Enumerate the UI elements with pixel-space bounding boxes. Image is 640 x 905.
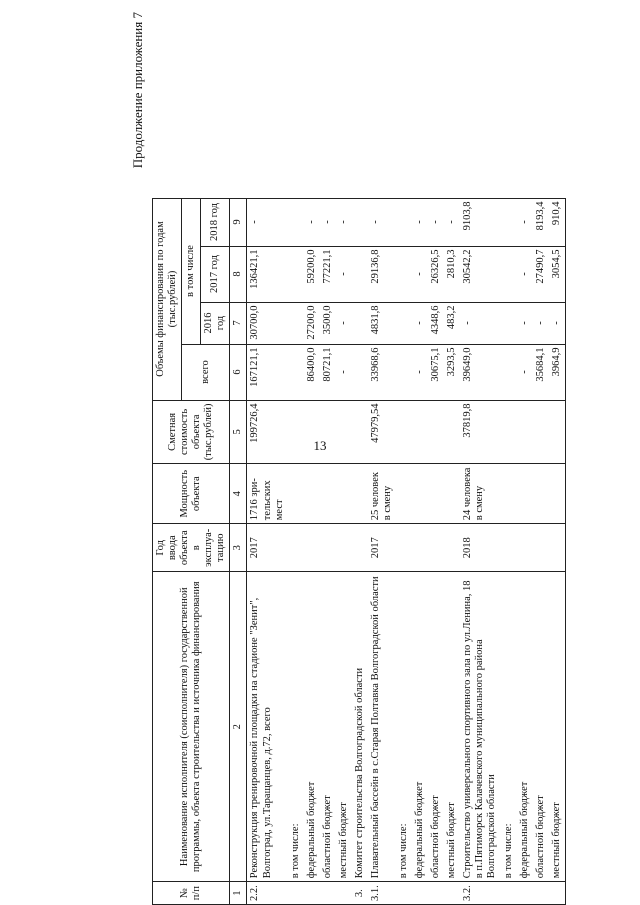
row-2016 bbox=[501, 302, 517, 344]
row-total: 3964,9 bbox=[549, 344, 566, 400]
continuation-caption: Продолжение приложения 7 bbox=[130, 12, 145, 169]
table-row bbox=[304, 198, 320, 904]
row-total bbox=[396, 344, 412, 400]
row-2018: - bbox=[444, 198, 460, 246]
row-number bbox=[320, 882, 336, 905]
page-number: 13 bbox=[313, 438, 327, 453]
column-number: 1 bbox=[230, 882, 247, 905]
row-2016: - bbox=[517, 302, 533, 344]
table-row bbox=[549, 198, 566, 904]
table-row bbox=[412, 198, 428, 904]
row-cost bbox=[517, 400, 533, 464]
row-capacity bbox=[336, 464, 352, 524]
row-2017: 77221,1 bbox=[320, 246, 336, 302]
row-name: федеральный бюджет bbox=[412, 572, 428, 882]
row-cost bbox=[412, 400, 428, 464]
row-name: местный бюджет bbox=[336, 572, 352, 882]
row-2018: - bbox=[412, 198, 428, 246]
row-2017: - bbox=[336, 246, 352, 302]
header-2017: 2017 год bbox=[201, 246, 230, 302]
row-2016 bbox=[396, 302, 412, 344]
row-cost bbox=[533, 400, 549, 464]
row-total: 35684,1 bbox=[533, 344, 549, 400]
row-2018 bbox=[288, 198, 304, 246]
row-total: 33968,6 bbox=[368, 344, 396, 400]
row-2016 bbox=[288, 302, 304, 344]
row-capacity: 24 человека в смену bbox=[460, 464, 500, 524]
row-name: в том числе: bbox=[396, 572, 412, 882]
header-including: в том числе bbox=[182, 198, 201, 344]
row-2017: 29136,8 bbox=[368, 246, 396, 302]
row-2018 bbox=[352, 198, 368, 246]
row-2017: 3054,5 bbox=[549, 246, 566, 302]
row-2016: - bbox=[336, 302, 352, 344]
row-name: Реконструкция тренировочной площадки на стадионе "Зенит", Волгоград, ул.Таращанцев, д.72, всего bbox=[247, 572, 288, 882]
row-capacity bbox=[412, 464, 428, 524]
row-2018: - bbox=[428, 198, 444, 246]
row-year: 2017 bbox=[368, 524, 396, 572]
table-row bbox=[460, 198, 500, 904]
header-year: Год ввода объекта в эксплуа-тацию bbox=[153, 524, 230, 572]
row-number bbox=[533, 882, 549, 905]
row-name: в том числе: bbox=[288, 572, 304, 882]
row-cost bbox=[352, 400, 368, 464]
row-2017: - bbox=[517, 246, 533, 302]
row-year bbox=[533, 524, 549, 572]
row-total: 80721,1 bbox=[320, 344, 336, 400]
row-total bbox=[288, 344, 304, 400]
row-capacity: 1716 зри-тельских мест bbox=[247, 464, 288, 524]
row-number bbox=[501, 882, 517, 905]
header-2018: 2018 год bbox=[201, 198, 230, 246]
table-row bbox=[533, 198, 549, 904]
row-year bbox=[444, 524, 460, 572]
row-2018: - bbox=[304, 198, 320, 246]
row-year bbox=[549, 524, 566, 572]
row-cost bbox=[396, 400, 412, 464]
row-number bbox=[549, 882, 566, 905]
financing-table bbox=[152, 198, 566, 905]
row-capacity: 25 человек в смену bbox=[368, 464, 396, 524]
table-body bbox=[247, 198, 565, 904]
row-year: 2017 bbox=[247, 524, 288, 572]
row-year bbox=[320, 524, 336, 572]
header-cost: Сметная стоимость объекта (тыс.рублей) bbox=[153, 400, 230, 464]
row-number bbox=[304, 882, 320, 905]
row-capacity bbox=[444, 464, 460, 524]
row-2017: 27490,7 bbox=[533, 246, 549, 302]
row-2018: - bbox=[517, 198, 533, 246]
row-2016 bbox=[352, 302, 368, 344]
column-number: 6 bbox=[230, 344, 247, 400]
row-capacity bbox=[517, 464, 533, 524]
row-name: областной бюджет bbox=[533, 572, 549, 882]
table-row bbox=[428, 198, 444, 904]
table-row bbox=[396, 198, 412, 904]
row-2016: - bbox=[412, 302, 428, 344]
column-number: 5 bbox=[230, 400, 247, 464]
row-cost bbox=[320, 400, 336, 464]
row-cost bbox=[428, 400, 444, 464]
row-year bbox=[396, 524, 412, 572]
column-number: 8 bbox=[230, 246, 247, 302]
header-funding: Объемы финансирования по годам (тыс.рублей) bbox=[153, 198, 182, 400]
row-2017: 26326,5 bbox=[428, 246, 444, 302]
row-number bbox=[412, 882, 428, 905]
row-2016: 3500,0 bbox=[320, 302, 336, 344]
row-2018: - bbox=[247, 198, 288, 246]
row-number bbox=[396, 882, 412, 905]
row-year: 2018 bbox=[460, 524, 500, 572]
row-cost bbox=[444, 400, 460, 464]
row-2017 bbox=[501, 246, 517, 302]
rotated-page-content bbox=[130, 0, 640, 905]
row-2017 bbox=[288, 246, 304, 302]
row-cost bbox=[288, 400, 304, 464]
table-row bbox=[352, 198, 368, 904]
row-2018: 9103,8 bbox=[460, 198, 500, 246]
row-name: местный бюджет bbox=[549, 572, 566, 882]
row-capacity bbox=[352, 464, 368, 524]
row-2018: 8193,4 bbox=[533, 198, 549, 246]
column-number: 3 bbox=[230, 524, 247, 572]
row-total: 30675,1 bbox=[428, 344, 444, 400]
row-capacity bbox=[304, 464, 320, 524]
row-number bbox=[336, 882, 352, 905]
row-year bbox=[336, 524, 352, 572]
row-number: 3.1. bbox=[368, 882, 396, 905]
row-cost: 47979,54 bbox=[368, 400, 396, 464]
row-number: 3. bbox=[352, 882, 368, 905]
row-2016: 483,2 bbox=[444, 302, 460, 344]
row-2018 bbox=[501, 198, 517, 246]
row-year bbox=[352, 524, 368, 572]
row-total: 86400,0 bbox=[304, 344, 320, 400]
column-number-row bbox=[230, 198, 247, 904]
column-number: 7 bbox=[230, 302, 247, 344]
row-number bbox=[517, 882, 533, 905]
row-total: - bbox=[412, 344, 428, 400]
row-2018 bbox=[396, 198, 412, 246]
row-2018: - bbox=[336, 198, 352, 246]
row-capacity bbox=[288, 464, 304, 524]
row-year bbox=[517, 524, 533, 572]
table-row bbox=[368, 198, 396, 904]
table-row bbox=[336, 198, 352, 904]
header-capacity: Мощность объекта bbox=[153, 464, 230, 524]
row-year bbox=[304, 524, 320, 572]
row-name: федеральный бюджет bbox=[304, 572, 320, 882]
row-total bbox=[352, 344, 368, 400]
row-name: в том числе: bbox=[501, 572, 517, 882]
row-2016: - bbox=[460, 302, 500, 344]
row-capacity bbox=[428, 464, 444, 524]
row-cost bbox=[501, 400, 517, 464]
row-2018: - bbox=[320, 198, 336, 246]
row-cost bbox=[549, 400, 566, 464]
row-name: Плавательный бассейн в с.Старая Полтавка Волгоградской области bbox=[368, 572, 396, 882]
column-number: 4 bbox=[230, 464, 247, 524]
table-row bbox=[517, 198, 533, 904]
table-row bbox=[320, 198, 336, 904]
row-2016: 4348,6 bbox=[428, 302, 444, 344]
row-2016: - bbox=[549, 302, 566, 344]
row-cost bbox=[336, 400, 352, 464]
row-total: 3293,5 bbox=[444, 344, 460, 400]
row-capacity bbox=[396, 464, 412, 524]
row-2016: - bbox=[533, 302, 549, 344]
row-year bbox=[288, 524, 304, 572]
column-number: 9 bbox=[230, 198, 247, 246]
row-2018: 910,4 bbox=[549, 198, 566, 246]
header-no: № п/п bbox=[153, 882, 230, 905]
row-2017: 2810,3 bbox=[444, 246, 460, 302]
row-number bbox=[288, 882, 304, 905]
row-capacity bbox=[549, 464, 566, 524]
row-name: местный бюджет bbox=[444, 572, 460, 882]
row-2017 bbox=[396, 246, 412, 302]
row-2016: 27200,0 bbox=[304, 302, 320, 344]
row-number: 3.2. bbox=[460, 882, 500, 905]
header-2016: 2016 год bbox=[201, 302, 230, 344]
row-total: 39649,0 bbox=[460, 344, 500, 400]
row-name: федеральный бюджет bbox=[517, 572, 533, 882]
row-year bbox=[428, 524, 444, 572]
row-2017: 136421,1 bbox=[247, 246, 288, 302]
row-total: - bbox=[517, 344, 533, 400]
row-name: областной бюджет bbox=[428, 572, 444, 882]
row-2017: 30542,2 bbox=[460, 246, 500, 302]
row-cost: 37819,8 bbox=[460, 400, 500, 464]
row-capacity bbox=[533, 464, 549, 524]
row-number bbox=[428, 882, 444, 905]
row-total: 167121,1 bbox=[247, 344, 288, 400]
row-name: Комитет строительства Волгоградской области bbox=[352, 572, 368, 882]
table-row bbox=[501, 198, 517, 904]
row-2016: 30700,0 bbox=[247, 302, 288, 344]
row-year bbox=[412, 524, 428, 572]
row-year bbox=[501, 524, 517, 572]
table-row bbox=[444, 198, 460, 904]
row-2017: 59200,0 bbox=[304, 246, 320, 302]
row-2017: - bbox=[412, 246, 428, 302]
row-name: Строительство универсального спортивного зала по ул.Ленина, 18 в п.Пятиморск Калачевского муниципального района Волгоградской области bbox=[460, 572, 500, 882]
row-2016: 4831,8 bbox=[368, 302, 396, 344]
table-row bbox=[288, 198, 304, 904]
row-total bbox=[501, 344, 517, 400]
column-number: 2 bbox=[230, 572, 247, 882]
row-2017 bbox=[352, 246, 368, 302]
row-capacity bbox=[320, 464, 336, 524]
row-name: областной бюджет bbox=[320, 572, 336, 882]
row-number: 2.2. bbox=[247, 882, 288, 905]
row-cost: 199726,4 bbox=[247, 400, 288, 464]
row-number bbox=[444, 882, 460, 905]
table-header bbox=[153, 198, 247, 904]
row-cost bbox=[304, 400, 320, 464]
row-total: - bbox=[336, 344, 352, 400]
table-row bbox=[247, 198, 288, 904]
row-2018: - bbox=[368, 198, 396, 246]
header-total: всего bbox=[182, 344, 230, 400]
row-capacity bbox=[501, 464, 517, 524]
header-name: Наименование исполнителя (соисполнителя) государственной программы, объекта строительства и источника финансирования bbox=[153, 572, 230, 882]
